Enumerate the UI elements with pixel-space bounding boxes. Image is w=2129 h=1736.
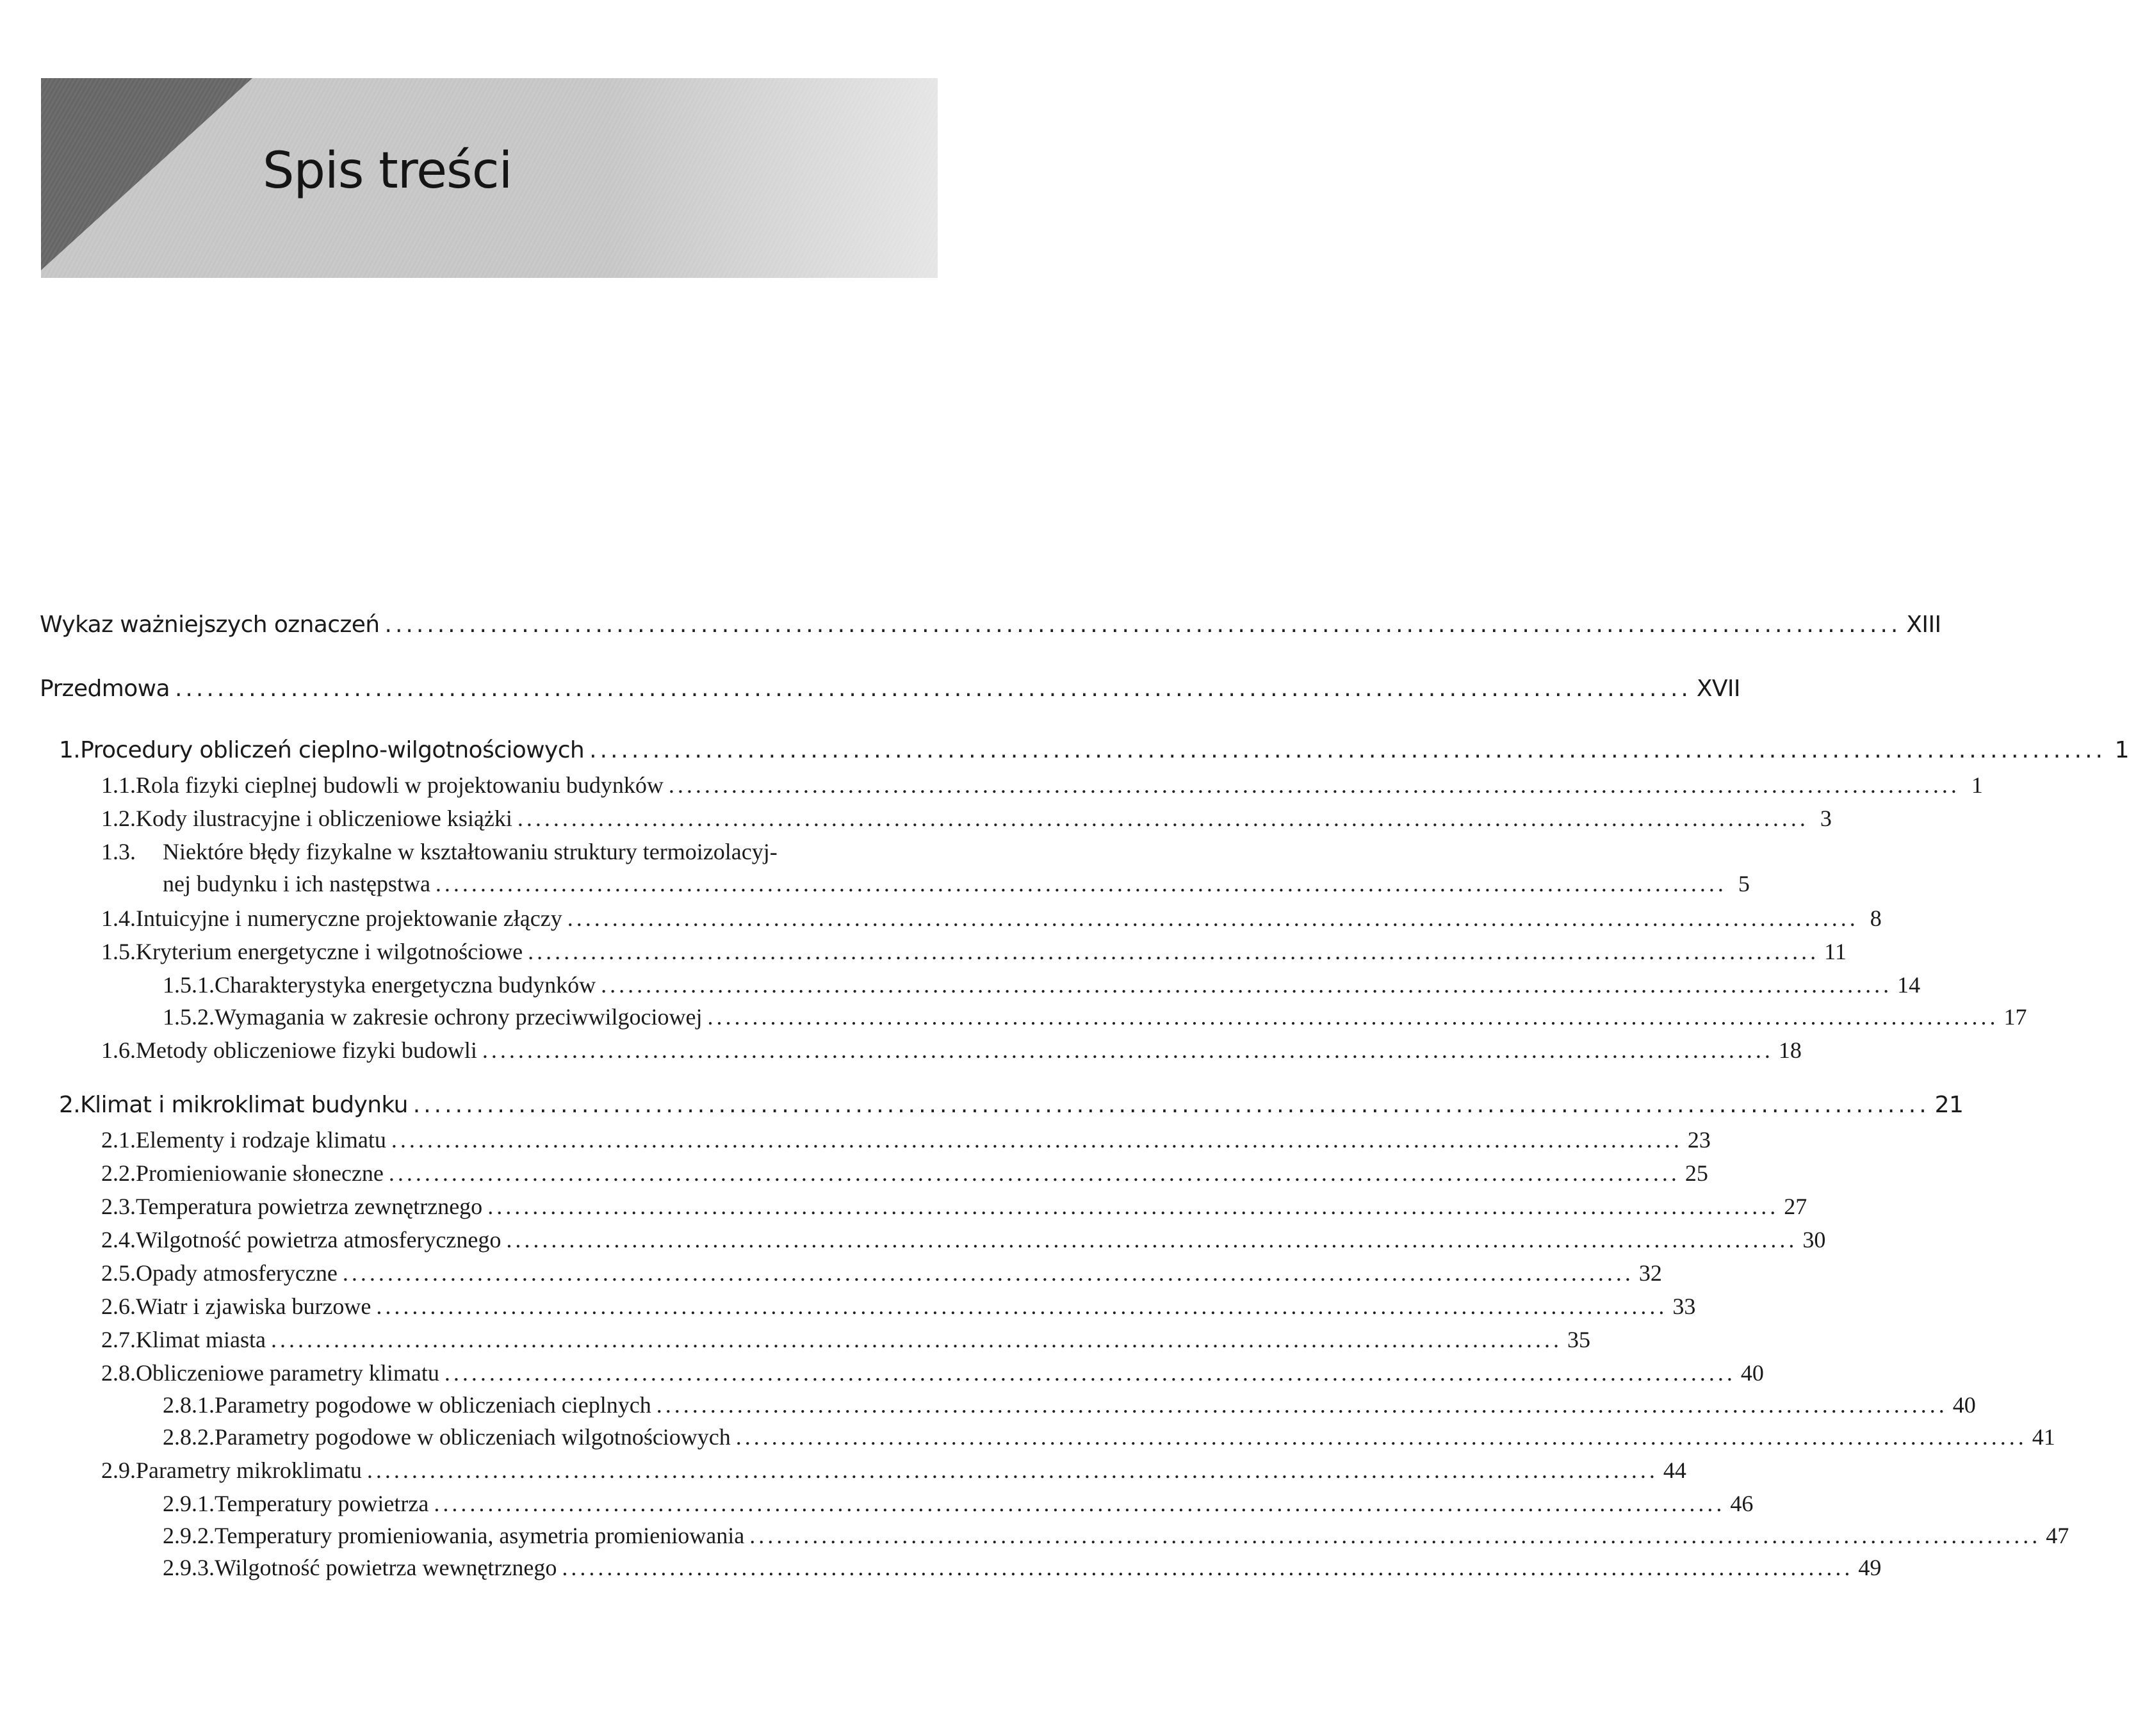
- toc-subsection[interactable]: [40, 971, 1921, 998]
- leader-dots: ................................................................................................................................................: [668, 772, 1960, 798]
- toc-subsection[interactable]: [40, 1554, 1882, 1581]
- section-title: Temperatura powietrza zewnętrznego: [136, 1194, 483, 1219]
- toc-entry-page: XVII: [1696, 676, 1740, 702]
- toc-section[interactable]: [40, 1126, 1711, 1153]
- leader-dots: ................................................................................................................................................: [412, 1092, 1930, 1118]
- toc-section-continuation[interactable]: [163, 870, 1750, 897]
- leader-dots: ................................................................................................................................................: [735, 1424, 2027, 1450]
- section-page: 5: [1738, 871, 1750, 896]
- subsection-number: 2.9.1.: [163, 1491, 215, 1516]
- leader-dots: ................................................................................................................................................: [601, 972, 1893, 998]
- section-title-line2: nej budynku i ich następstwa: [163, 871, 430, 896]
- section-number: 1.5.: [101, 939, 136, 964]
- leader-dots: ................................................................................................................................................: [434, 1491, 1725, 1516]
- toc-chapter-1[interactable]: [40, 737, 2129, 763]
- section-title: Rola fizyki cieplnej budowli w projektowaniu budynków: [136, 772, 664, 798]
- toc-section[interactable]: [40, 905, 1882, 932]
- toc-section[interactable]: [40, 1193, 1807, 1220]
- section-number: 2.8.: [101, 1360, 136, 1386]
- section-title-line1: Niektóre błędy fizykalne w kształtowaniu struktury termoizolacyj-: [163, 839, 778, 864]
- leader-dots: ................................................................................................................................................: [366, 1457, 1658, 1483]
- leader-dots: ................................................................................................................................................: [444, 1360, 1736, 1386]
- leader-dots: ................................................................................................................................................: [749, 1523, 2041, 1548]
- section-number: 2.4.: [101, 1227, 136, 1253]
- leader-dots: ................................................................................................................................................: [435, 871, 1727, 896]
- section-page: 11: [1824, 939, 1847, 964]
- toc-subsection[interactable]: [40, 1424, 2055, 1450]
- section-title: Klimat miasta: [136, 1327, 266, 1352]
- subsection-number: 2.8.2.: [163, 1424, 215, 1450]
- toc-section[interactable]: [40, 1326, 1590, 1353]
- section-page: 30: [1802, 1227, 1826, 1253]
- section-title: Kryterium energetyczne i wilgotnościowe: [136, 939, 523, 964]
- leader-dots: ................................................................................................................................................: [384, 612, 1902, 638]
- section-title: Opady atmosferyczne: [136, 1260, 338, 1286]
- section-page: 32: [1638, 1260, 1662, 1286]
- subsection-title: Wymagania w zakresie ochrony przeciwwilgociowej: [215, 1004, 703, 1030]
- subsection-title: Temperatury promieniowania, asymetria promieniowania: [215, 1523, 745, 1548]
- toc-chapter-2[interactable]: [40, 1092, 1964, 1118]
- section-page: 1: [1971, 772, 1983, 798]
- section-number: 1.4.: [101, 905, 136, 931]
- toc-subsection[interactable]: [40, 1391, 1976, 1418]
- toc-entry-symbols[interactable]: [40, 612, 1941, 638]
- section-number: 2.9.: [101, 1457, 136, 1483]
- leader-dots: ................................................................................................................................................: [707, 1004, 1999, 1030]
- toc-section[interactable]: [40, 772, 1983, 799]
- section-title: Wiatr i zjawiska burzowe: [136, 1294, 371, 1319]
- subsection-page: 14: [1897, 972, 1921, 998]
- chapter-title: Procedury obliczeń cieplno-wilgotnościowych: [80, 737, 585, 763]
- toc-section[interactable]: [40, 1226, 1826, 1253]
- toc-entry-page: XIII: [1906, 612, 1941, 638]
- subsection-title: Temperatury powietrza: [215, 1491, 429, 1516]
- toc-section[interactable]: [40, 938, 1847, 965]
- chapter-page: 21: [1934, 1092, 1964, 1118]
- leader-dots: ................................................................................................................................................: [567, 905, 1859, 931]
- leader-dots: ................................................................................................................................................: [391, 1127, 1683, 1153]
- section-title: Metody obliczeniowe fizyki budowli: [136, 1037, 477, 1063]
- leader-dots: ................................................................................................................................................: [482, 1037, 1774, 1063]
- subsection-page: 47: [2046, 1523, 2069, 1548]
- section-page: 8: [1870, 905, 1882, 931]
- section-page: 35: [1567, 1327, 1590, 1352]
- subsection-number: 2.8.1.: [163, 1392, 215, 1418]
- chapter-number: 1.: [59, 737, 81, 763]
- subsection-title: Wilgotność powietrza wewnętrznego: [215, 1555, 557, 1580]
- leader-dots: ................................................................................................................................................: [506, 1227, 1798, 1253]
- section-number: 1.1.: [101, 772, 136, 798]
- leader-dots: ................................................................................................................................................: [388, 1160, 1680, 1186]
- subsection-title: Parametry pogodowe w obliczeniach wilgotnościowych: [215, 1424, 731, 1450]
- toc-section[interactable]: [40, 1260, 1662, 1286]
- header-fade: [605, 78, 938, 278]
- subsection-page: 41: [2032, 1424, 2055, 1450]
- section-number: 1.3.: [101, 839, 136, 864]
- section-title: Parametry mikroklimatu: [136, 1457, 362, 1483]
- leader-dots: ................................................................................................................................................: [487, 1194, 1779, 1219]
- toc-section[interactable]: [40, 1457, 1686, 1484]
- chapter-number: 2.: [59, 1092, 81, 1118]
- toc-section[interactable]: [40, 805, 1832, 832]
- leader-dots: ................................................................................................................................................: [562, 1555, 1854, 1580]
- leader-dots: ................................................................................................................................................: [589, 737, 2106, 763]
- section-number: 1.6.: [101, 1037, 136, 1063]
- toc-subsection[interactable]: [40, 1490, 1754, 1517]
- subsection-title: Charakterystyka energetyczna budynków: [215, 972, 596, 998]
- section-number: 2.5.: [101, 1260, 136, 1286]
- subsection-page: 40: [1952, 1392, 1976, 1418]
- leader-dots: ................................................................................................................................................: [517, 806, 1809, 831]
- section-title: Intuicyjne i numeryczne projektowanie złączy: [136, 905, 562, 931]
- toc-entry-title: Przedmowa: [40, 676, 170, 702]
- subsection-number: 2.9.3.: [163, 1555, 215, 1580]
- section-number: 2.1.: [101, 1127, 136, 1153]
- section-page: 25: [1684, 1160, 1708, 1186]
- chapter-page: 1: [2114, 737, 2129, 763]
- leader-dots: ................................................................................................................................................: [342, 1260, 1634, 1286]
- section-title: Wilgotność powietrza atmosferycznego: [136, 1227, 502, 1253]
- subsection-title: Parametry pogodowe w obliczeniach cieplnych: [215, 1392, 651, 1418]
- section-page: 23: [1687, 1127, 1711, 1153]
- toc-section[interactable]: [40, 838, 946, 865]
- section-page: 27: [1784, 1194, 1807, 1219]
- section-number: 2.2.: [101, 1160, 136, 1186]
- subsection-page: 46: [1730, 1491, 1754, 1516]
- leader-dots: ................................................................................................................................................: [376, 1294, 1668, 1319]
- section-title: Obliczeniowe parametry klimatu: [136, 1360, 439, 1386]
- subsection-page: 17: [2003, 1004, 2027, 1030]
- toc-section[interactable]: [40, 1293, 1696, 1320]
- subsection-number: 1.5.2.: [163, 1004, 215, 1030]
- toc-section[interactable]: [40, 1160, 1708, 1187]
- toc-section[interactable]: [40, 1037, 1802, 1064]
- section-number: 2.7.: [101, 1327, 136, 1352]
- subsection-number: 2.9.2.: [163, 1523, 215, 1548]
- toc-entry-title: Wykaz ważniejszych oznaczeń: [40, 612, 380, 638]
- toc-section[interactable]: [40, 1359, 1764, 1386]
- page-title: Spis treści: [263, 142, 512, 200]
- chapter-title: Klimat i mikroklimat budynku: [80, 1092, 408, 1118]
- section-page: 40: [1740, 1360, 1764, 1386]
- section-number: 2.3.: [101, 1194, 136, 1219]
- leader-dots: ................................................................................................................................................: [174, 676, 1692, 702]
- section-number: 2.6.: [101, 1294, 136, 1319]
- subsection-number: 1.5.1.: [163, 972, 215, 998]
- section-number: 1.2.: [101, 806, 136, 831]
- section-title: Promieniowanie słoneczne: [136, 1160, 384, 1186]
- section-page: 3: [1820, 806, 1832, 831]
- leader-dots: ................................................................................................................................................: [528, 939, 1820, 964]
- toc-subsection[interactable]: [40, 1003, 2027, 1030]
- section-page: 33: [1672, 1294, 1696, 1319]
- section-title: Kody ilustracyjne i obliczeniowe książki: [136, 806, 512, 831]
- subsection-page: 49: [1858, 1555, 1882, 1580]
- leader-dots: ................................................................................................................................................: [656, 1392, 1948, 1418]
- section-title: Elementy i rodzaje klimatu: [136, 1127, 386, 1153]
- toc-entry-preface[interactable]: [40, 676, 1740, 702]
- section-page: 18: [1778, 1037, 1802, 1063]
- leader-dots: ................................................................................................................................................: [270, 1327, 1562, 1352]
- toc-subsection[interactable]: [40, 1522, 2069, 1549]
- section-page: 44: [1663, 1457, 1686, 1483]
